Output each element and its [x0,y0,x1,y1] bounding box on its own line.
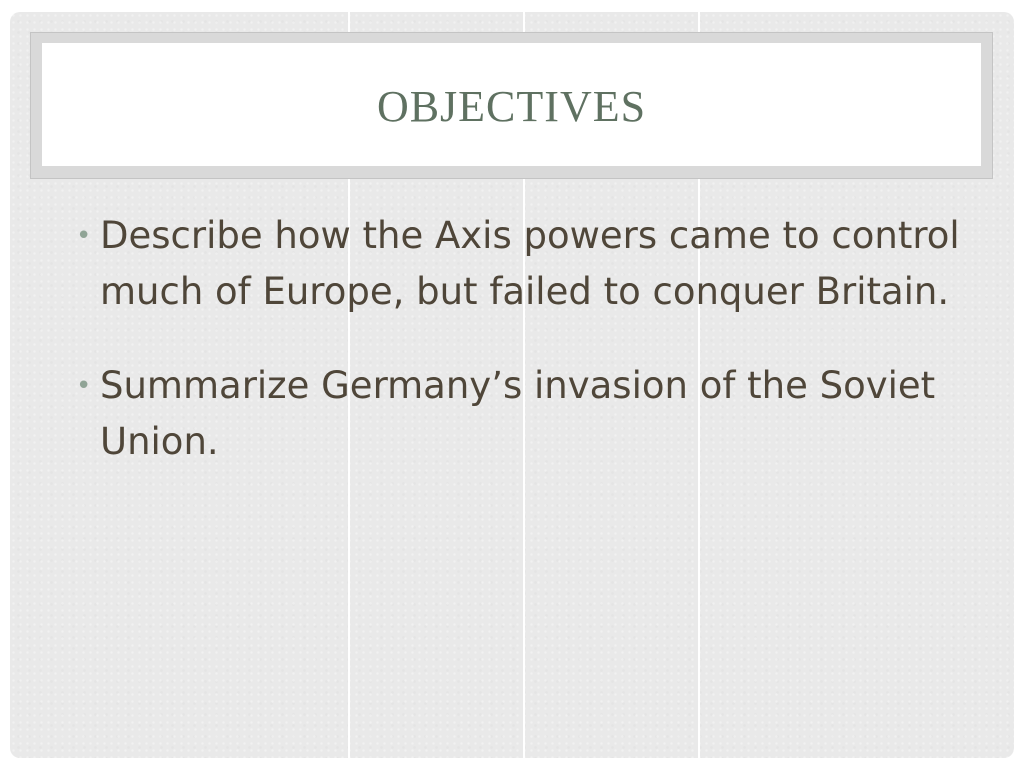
bullet-text: Describe how the Axis powers came to control much of Europe, but failed to conquer Britain. [100,214,960,313]
bullet-icon: • [76,371,92,401]
bullet-text: Summarize Germany’s invasion of the Soviet Union. [100,364,936,463]
title-box [42,43,981,166]
bullet-item [76,208,976,320]
slide-title: OBJECTIVES [376,82,647,131]
bullet-item [76,358,976,470]
slide [10,12,1014,758]
bullet-list [76,208,976,508]
title-frame [30,32,993,179]
bullet-icon: • [76,221,92,251]
